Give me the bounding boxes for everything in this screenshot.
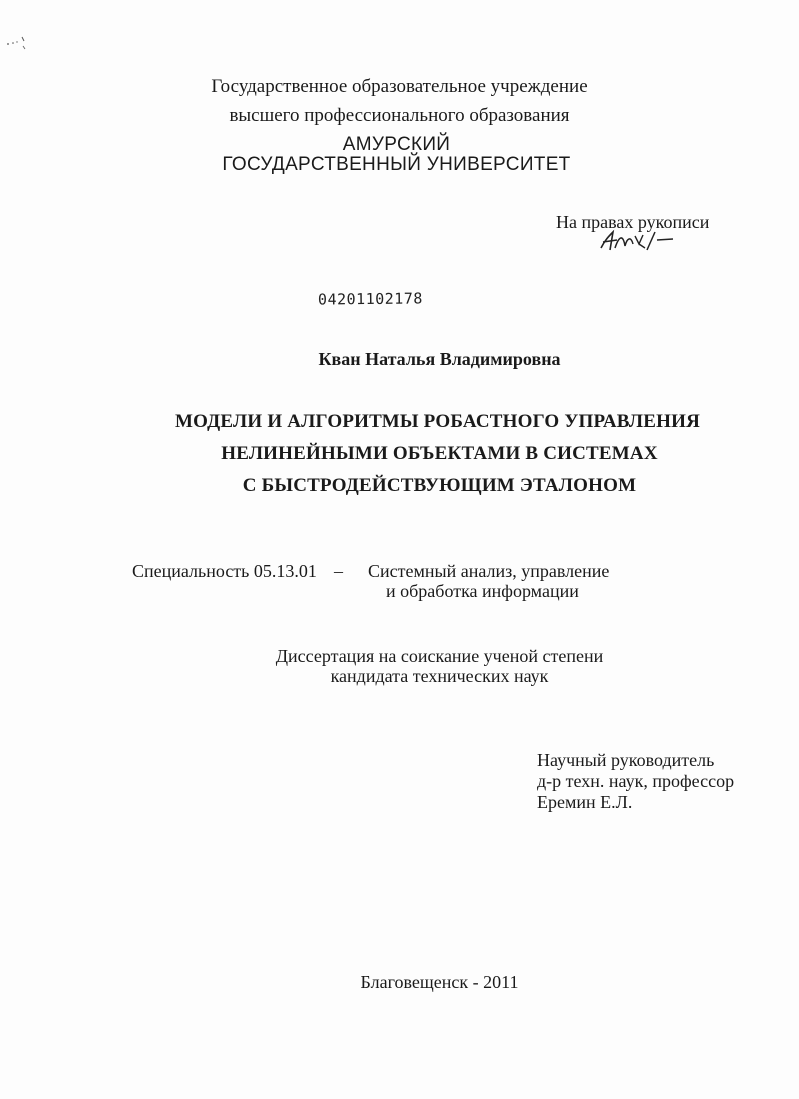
specialty-dash: – xyxy=(334,561,343,581)
handwritten-signature xyxy=(597,226,675,256)
supervisor-line-2: д-р техн. наук, профессор xyxy=(537,771,735,791)
author-name: Кван Наталья Владимировна xyxy=(318,349,561,369)
dissertation-line-2: кандидата технических наук xyxy=(330,666,549,686)
supervisor-line-1: Научный руководитель xyxy=(537,750,715,770)
supervisor-line-3: Еремин Е.Л. xyxy=(537,792,633,812)
scan-artifact-marks xyxy=(5,34,31,52)
manuscript-note: На правах рукописи xyxy=(556,212,710,232)
university-line-2: ГОСУДАРСТВЕННЫЙ УНИВЕРСИТЕТ xyxy=(222,154,571,175)
registration-number: 04201102178 xyxy=(317,289,423,309)
title-line-3: С БЫСТРОДЕЙСТВУЮЩИМ ЭТАЛОНОМ xyxy=(242,475,637,496)
specialty-line-2: и обработка информации xyxy=(386,581,579,601)
university-line-1: АМУРСКИЙ xyxy=(342,134,451,155)
specialty-label: Специальность 05.13.01 xyxy=(132,561,317,581)
city-year-footer: Благовещенск - 2011 xyxy=(360,972,519,992)
specialty-line-1: Системный анализ, управление xyxy=(368,561,610,581)
dissertation-line-1: Диссертация на соискание ученой степени xyxy=(275,646,604,666)
title-line-2: НЕЛИНЕЙНЫМИ ОБЪЕКТАМИ В СИСТЕМАХ xyxy=(221,443,658,464)
title-line-1: МОДЕЛИ И АЛГОРИТМЫ РОБАСТНОГО УПРАВЛЕНИЯ xyxy=(174,411,701,432)
institution-line-1: Государственное образовательное учреждение xyxy=(211,76,588,97)
institution-line-2: высшего профессионального образования xyxy=(229,105,570,126)
